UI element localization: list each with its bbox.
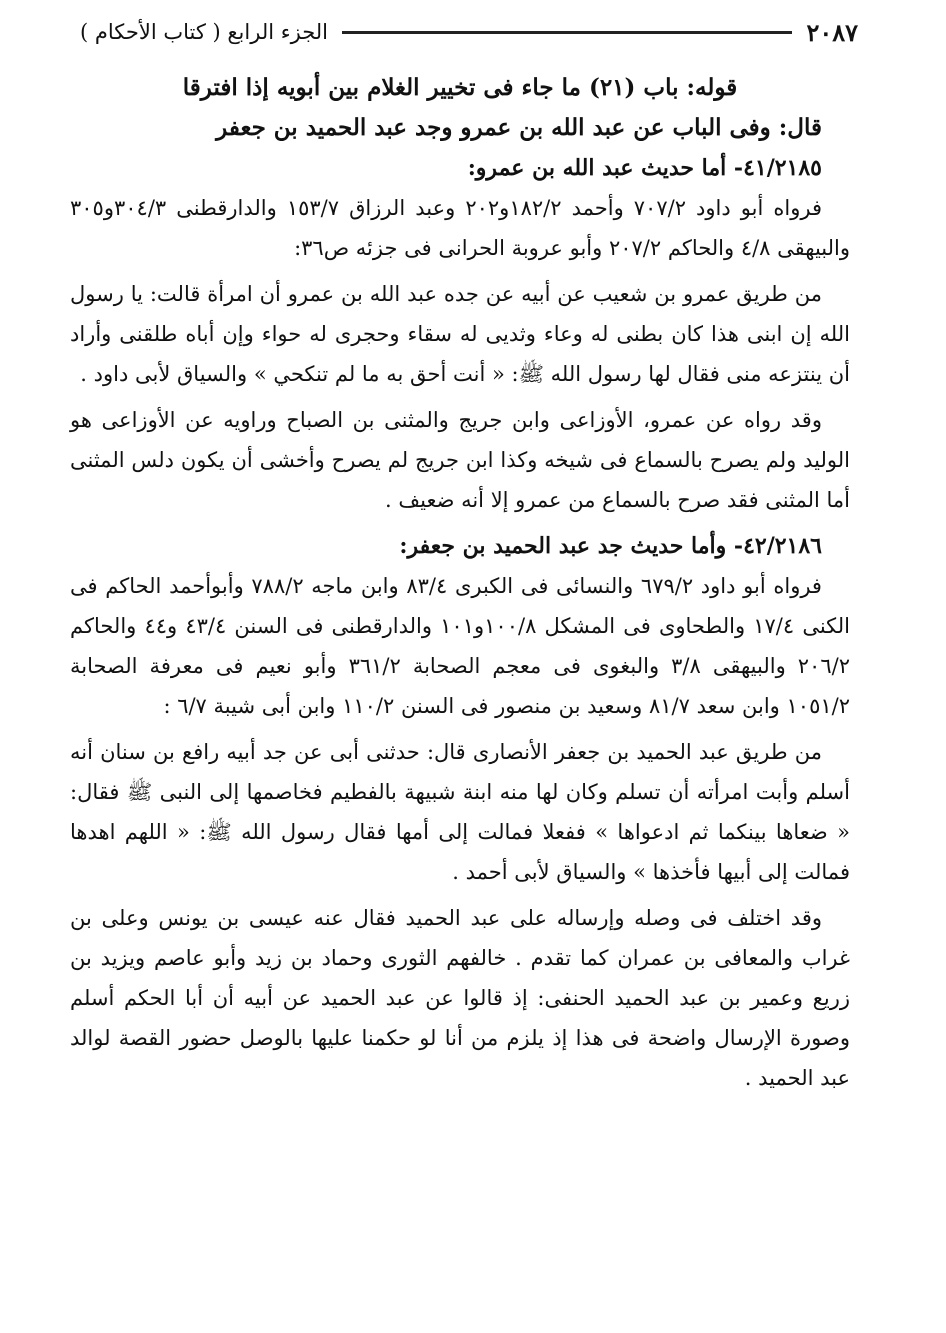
subheading-2: ٤٢/٢١٨٦- وأما حديث جد عبد الحميد بن جعفر:: [399, 533, 822, 559]
subheading-1: ٤١/٢١٨٥- أما حديث عبد الله بن عمرو:: [467, 155, 822, 181]
page-header: [80, 12, 858, 52]
paragraph-4: فرواه أبو داود ٦٧٩/٢ والنسائى فى الكبرى ٨٣/٤ وابن ماجه ٧٨٨/٢ وأبوأحمد الحاكم فى الكنى ١٧/٤ والطحاوى فى المشكل ١٠٠/٨و١٠١ والدارقطنى فى السنن ٤٣/٤ و٤٤ والحاكم ٢٠٦/٢ والبيهقى ٣/٨ والبغوى فى معجم الصحابة ٣٦١/٢ وأبو نعيم فى معرفة الصحابة ١٠٥١/٢ وابن سعد ٨١/٧ وسعيد بن منصور فى السنن ١١٠/٢ وابن أبى شيبة ٦/٧ :: [70, 574, 850, 718]
chapter-title: قوله: باب (٢١) ما جاء فى تخيير الغلام بين أبويه إذا افترقا: [182, 74, 738, 101]
paragraph-1: فرواه أبو داود ٧٠٧/٢ وأحمد ١٨٢/٢و٢٠٢ وعبد الرزاق ١٥٣/٧ والدارقطنى ٣٠٤/٣و٣٠٥ والبيهقى ٤/٨ والحاكم ٢٠٧/٢ وأبو عروبة الحرانى فى جزئه ص٣٦:: [70, 196, 850, 260]
paragraph-5: من طريق عبد الحميد بن جعفر الأنصارى قال: حدثنى أبى عن جد أبيه رافع بن سنان أنه أسلم وأبت امرأته أن تسلم وكان لها منه ابنة شبيهة بالفطيم فخاصمها إلى النبى ﷺ فقال: « ضعاها بينكما ثم ادعواها » ففعلا فمالت إلى أمها فقال رسول الله ﷺ: « اللهم اهدها فمالت إلى أبيها فأخذها » والسياق لأبى أحمد .: [70, 740, 850, 884]
page-number: ٢٠٨٧: [806, 17, 858, 47]
running-head: الجزء الرابع ( كتاب الأحكام ): [80, 20, 328, 44]
header-rule: [342, 31, 792, 34]
body-text: [70, 68, 850, 1104]
quote-line: قال: وفى الباب عن عبد الله بن عمرو وجد عبد الحميد بن جعفر: [216, 114, 822, 141]
paragraph-2: من طريق عمرو بن شعيب عن أبيه عن جده عبد الله بن عمرو أن امرأة قالت: يا رسول الله إن ابنى هذا كان بطنى له وعاء وثديى له سقاء وحجرى له حواء وإن أباه طلقنى وأراد أن ينتزعه منى فقال لها رسول الله ﷺ: « أنت أحق به ما لم تنكحي » والسياق لأبى داود .: [70, 282, 850, 386]
paragraph-6: وقد اختلف فى وصله وإرساله على عبد الحميد فقال عنه عيسى بن يونس وعلى بن غراب والمعافى بن عمران كما تقدم . خالفهم الثورى وحماد بن زيد وأبو عاصم ويزيد بن زريع وعمير بن عبد الحميد الحنفى: إذ قالوا عن عبد الحميد عن أبيه أن أبا الحكم أسلم وصورة الإرسال واضحة فى هذا إذ يلزم من أنا لو حكمنا عليها بالوصل حضور القصة لوالد عبد الحميد .: [70, 906, 850, 1090]
paragraph-3: وقد رواه عن عمرو، الأوزاعى وابن جريج والمثنى بن الصباح وراويه عن الأوزاعى هو الوليد ولم يصرح بالسماع فى شيخه وكذا ابن جريج لم يصرح وأخشى أن يكون دلس المثنى أما المثنى فقد صرح بالسماع من عمرو إلا أنه ضعيف .: [70, 408, 850, 512]
